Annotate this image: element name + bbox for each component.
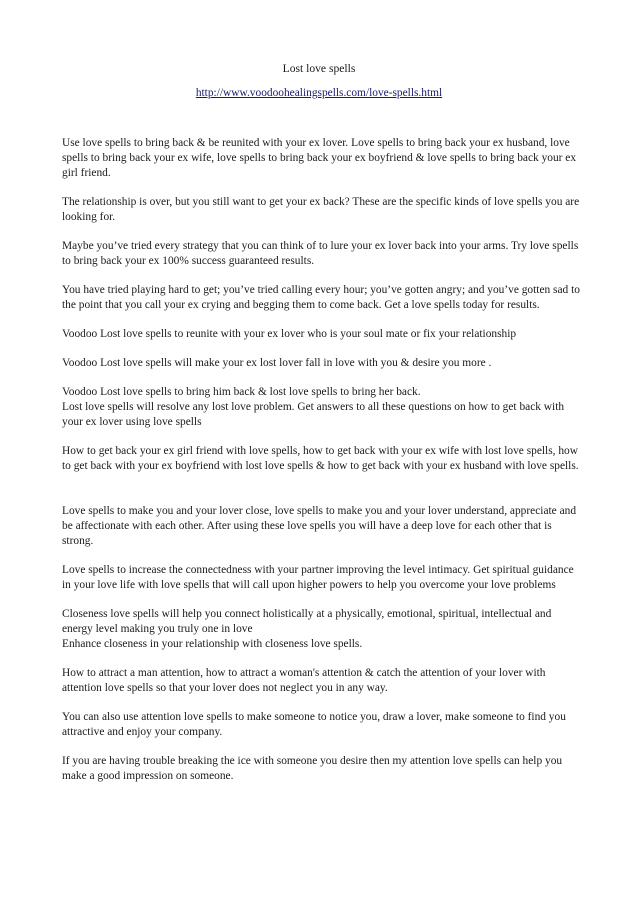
paragraph-4: You have tried playing hard to get; you’ve tried calling every hour; you’ve gotten angry; and you’ve gotten sad to the point that you call your ex crying and begging them to come back. Get a love spells today for results. <box>62 284 580 311</box>
paragraph-14: If you are having trouble breaking the ice with someone you desire then my attention love spells can help you make a good impression on someone. <box>62 755 563 782</box>
paragraph-11: Closeness love spells will help you connect holistically at a physically, emotional, spiritual, intellectual and energy level making you truly one in love Enhance closeness in your relationship with closeness love spells. <box>62 608 552 650</box>
paragraph-3: Maybe you’ve tried every strategy that you can think of to lure your ex lover back into your arms. Try love spells to bring back your ex 100% success guaranteed results. <box>62 240 579 267</box>
document-body <box>62 136 584 798</box>
document-title: Lost love spells <box>282 62 356 75</box>
paragraph-9: Love spells to make you and your lover close, love spells to make you and your lover understand, appreciate and be affectionate with each other. After using these love spells you will have a deep love for each other that is strong. <box>62 505 577 547</box>
paragraph-2: The relationship is over, but you still want to get your ex back? These are the specific kinds of love spells you are looking for. <box>62 196 580 223</box>
paragraph-7: Voodoo Lost love spells to bring him back & lost love spells to bring her back. Lost love spells will resolve any lost love problem. Get answers to all these questions on how to get back with your ex lover using love spells <box>62 386 565 428</box>
document-url-line <box>0 86 638 101</box>
paragraph-13: You can also use attention love spells to make someone to notice you, draw a lover, make someone to find you attractive and enjoy your company. <box>62 711 566 738</box>
paragraph-5: Voodoo Lost love spells to reunite with your ex lover who is your soul mate or fix your relationship <box>62 328 517 340</box>
website-link[interactable]: http://www.voodoohealingspells.com/love-spells.html <box>195 87 443 99</box>
paragraph-12: How to attract a man attention, how to attract a woman's attention & catch the attention of your lover with attention love spells so that your lover does not neglect you in any way. <box>62 667 546 694</box>
paragraph-10: Love spells to increase the connectedness with your partner improving the level intimacy. Get spiritual guidance in your love life with love spells that will call upon higher powers to help you overcome your love problems <box>62 564 574 591</box>
paragraph-1: Use love spells to bring back & be reunited with your ex lover. Love spells to bring back your ex husband, love spells to bring back your ex wife, love spells to bring back your ex boyfriend & love spells to bring back your ex girl friend. <box>62 137 577 179</box>
paragraph-6: Voodoo Lost love spells will make your ex lost lover fall in love with you & desire you more . <box>62 357 492 369</box>
paragraph-8: How to get back your ex girl friend with love spells, how to get back with your ex wife with lost love spells, how to get back with your ex boyfriend with lost love spells & how to get back with your ex husband with love spells. <box>62 445 579 472</box>
